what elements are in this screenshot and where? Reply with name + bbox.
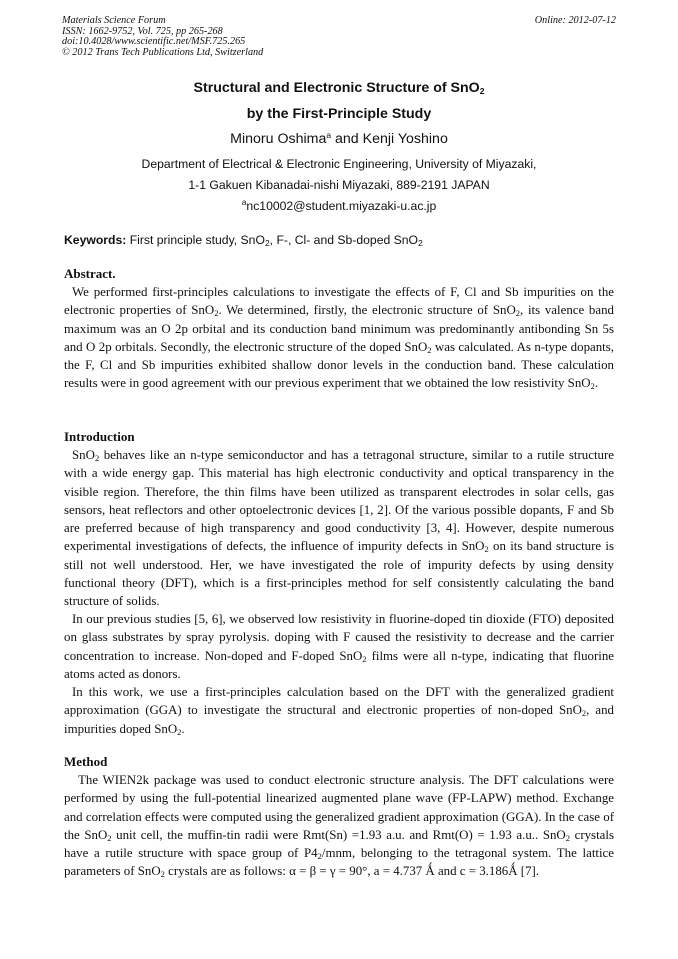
journal-masthead <box>62 16 616 58</box>
copyright-line: © 2012 Trans Tech Publications Ltd, Switzerland <box>62 46 264 58</box>
method-heading: Method <box>64 754 108 769</box>
introduction-paragraph-1: SnO$_2$ behaves like an n-type semiconductor and has a tetragonal structure, similar to a rutile structure with a wide energy gap. This material has high electronic conductivity and optical transparency in the visible region. Therefore, the thin films have been utilized as transparent electrodes in solar cells, gas sensors, heat reflectors and other optoelectronic devices [1, 2]. Of the various possible dopants, F and Sb are preferred because of high transparency and good conductivity [3, 4]. However, despite numerous experimental investigations of defects, the influence of impurity defects in SnO$_2$ on its band structure is still not well understood. Her, we have investigated the role of impurity defects by using density functional theory (DFT), which is a first-principles method for self consistently calculating the band structure of solids. <box>64 448 614 609</box>
online-date: Online: 2012-07-12 <box>534 15 616 26</box>
paper-title-line-2: by the First-Principle Study <box>246 106 432 122</box>
paper-title-line-1: Structural and Electronic Structure of SnO$_2$ <box>193 80 485 96</box>
method-paragraph: The WIEN2k package was used to conduct electronic structure analysis. The DFT calculations were performed by using the full-potential linearized augmented plane wave (FP-LAPW) method. Exchange and correlation effects were computed using the generalized gradient approximation (GGA). In the case of the SnO$_2$ unit cell, the muffin-tin radii were Rmt(Sn) =1.93 a.u. and Rmt(O) = 1.93 a.u.. SnO$_2$ crystals have a rutile structure with space group of $P4_2$/mnm, belonging to the tetragonal system. The lattice parameters of SnO$_2$ crystals are as follows: α = β = γ = 90°, a = 4.737 Ǻ and c = 3.186Ǻ [7]. <box>64 773 615 880</box>
issn-line: ISSN: 1662-9752, Vol. 725, pp 265-268 <box>62 25 223 37</box>
affiliation-line-2: 1-1 Gakuen Kibanadai-nishi Miyazaki, 889-2191 JAPAN <box>188 178 490 192</box>
abstract-text: We performed first-principles calculations to investigate the effects of F, Cl and Sb impurities on the electronic properties of SnO$_2$. We determined, firstly, the electronic structure of SnO$_2$, its valence band maximum was an O 2p orbital and its conduction band minimum was predominantly antibonding Sn 5s and O 2p orbitals. Secondly, the electronic structure of the doped SnO$_2$ was calculated. As n-type dopants, the F, Cl and Sb impurities exhibited shallow donor levels in the conduction band. These calculation results were in good agreement with our previous experiment that we obtained the low resistivity SnO$_2$. <box>64 285 614 392</box>
introduction-paragraph-2: In our previous studies [5, 6], we observed low resistivity in fluorine-doped tin dioxide (FTO) deposited on glass substrates by spray pyrolysis. doping with F caused the resistivity to decrease and the carrier concentration to increase. Non-doped and F-doped SnO$_2$ films were all n-type, indicating that fluorine atoms acted as donors. <box>64 612 615 681</box>
keywords: Keywords: First principle study, SnO$_2$, F-, Cl- and Sb-doped SnO$_2$ <box>64 233 423 248</box>
abstract-heading: Abstract. <box>64 266 116 281</box>
introduction-paragraph-3: In this work, we use a first-principles calculation based on the DFT with the generalized gradient approximation (GGA) to investigate the structural and electronic properties of non-doped SnO$_2$, and impurities doped SnO$_2$. <box>64 685 615 737</box>
doi-line: doi:10.4028/www.scientific.net/MSF.725.265 <box>62 36 246 48</box>
journal-name: Materials Science Forum <box>62 15 166 26</box>
authors: Minoru Oshima$^a$ and Kenji Yoshino <box>230 130 448 147</box>
author-email: $^a$nc10002@student.miyazaki-u.ac.jp <box>241 197 437 213</box>
introduction-heading: Introduction <box>64 429 135 444</box>
affiliation-line-1: Department of Electrical & Electronic Engineering, University of Miyazaki, <box>141 157 537 171</box>
